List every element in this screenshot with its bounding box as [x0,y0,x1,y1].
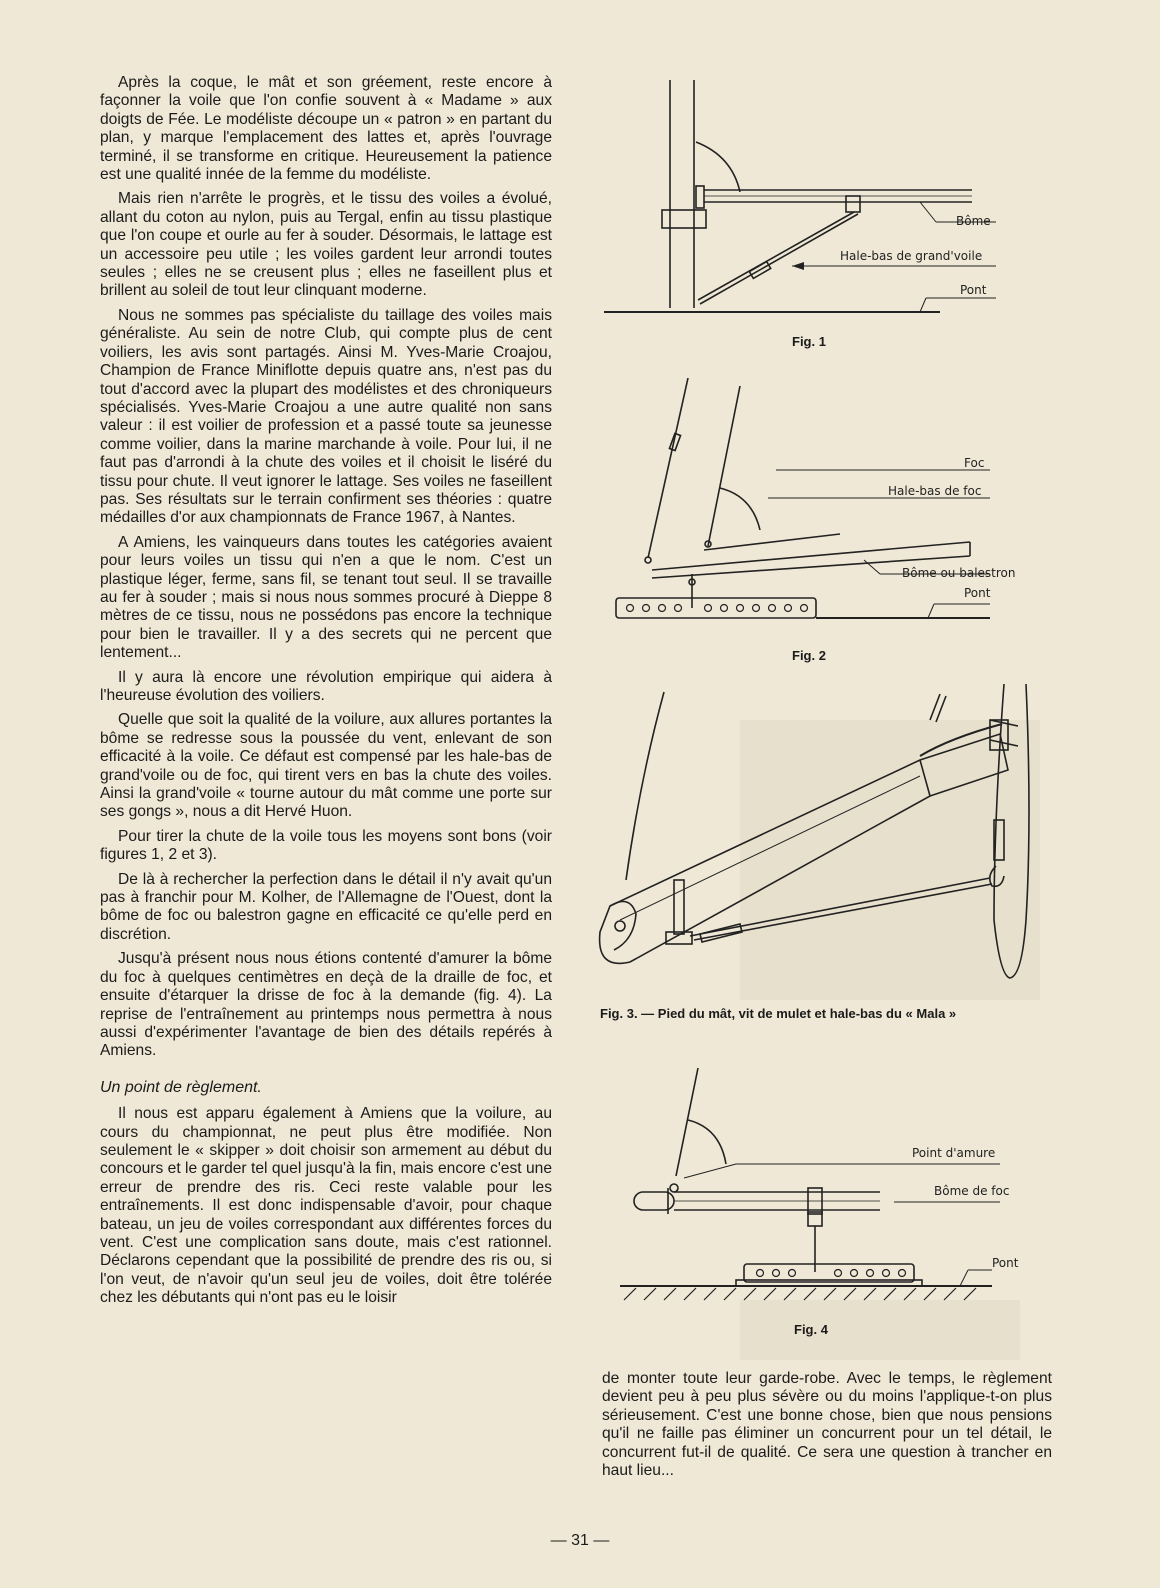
article-paragraph: Quelle que soit la qualité de la voilure, aux allures portantes la bôme se redresse sous la poussée du vent, enlevant de son efficacité à la voile. Ce défaut est compensé par les hale-bas de grand'voile ou de foc, qui tirent vers en bas la chute des voiles. Ainsi la grand'voile « tourne autour du mât comme une porte sur ses gongs », nous a dit Hervé Huon. [100,711,552,821]
figure-4-label: Fig. 4 [794,1322,828,1337]
article-continuation: de monter toute leur garde-robe. Avec le temps, le règlement devient peu à peu plus sévère ou du moins l'applique-t-on plus sérieusement. C'est une bonne chose, bien que nous pensions qu'il ne faille pas éliminer un concurrent pour un tel détail, le concurrent fut-il de qualité. Ce sera une question à trancher en haut lieu... [602,1370,1052,1480]
figure-2-callout-jib: Foc [964,456,985,470]
figure-1-label: Fig. 1 [792,334,826,349]
article-paragraph: A Amiens, les vainqueurs dans toutes les catégories avaient pour leurs voiles un tissu qui n'en a que le nom. C'est un plastique léger, ferme, sans fil, se tenant tout seul. Il se travaille au fer à souder ; mais si nous nous sommes procuré à Dieppe 8 mètres de ce tissu, nous ne possédons pas encore la technique pour bien le travailler. Il y a des secrets qui ne percent que lentement... [100,533,552,662]
figure-2-label: Fig. 2 [792,648,826,663]
article-paragraph: Mais rien n'arrête le progrès, et le tissu des voiles a évolué, allant du coton au nylon, puis au Tergal, enfin au tissu plastique que l'on coupe et ourle au fer à souder. Désormais, le lattage est un accessoire peu utile ; les voiles gardent leur arrondi toutes seules ; elles ne se creusent plus ; elles ne faseillent plus et brillent au soleil de tout leur clinquant moderne. [100,190,552,300]
article-paragraph: Il y aura là encore une révolution empirique qui aidera à l'heureuse évolution des voiliers. [100,668,552,704]
figure-1-callout-deck: Pont [960,283,987,297]
article-right-column [602,1370,1052,1480]
figure-1-callout-vang: Hale-bas de grand'voile [840,249,983,263]
figure-3-drawing [590,680,1050,980]
article-paragraph: De là à rechercher la perfection dans le détail il n'y avait qu'un pas à franchir pour M. Kolher, de l'Allemagne de l'Ouest, dont la bôme de foc ou balestron gagne en efficacité ce qu'elle perd en discrétion. [100,870,552,943]
article-paragraph: Il nous est apparu également à Amiens que la voilure, au cours du championnat, ne peut plus être modifiée. Non seulement le « skipper » doit choisir son armement au début du concours et le garder tel quel jusqu'à la fin, mais encore c'est une erreur de prendre des ris. Ceci reste valable pour les entraînements. Il est donc indispensable d'avoir, pour chaque bateau, un jeu de voiles correspondant aux différentes forces du vent. C'est une complication sans doute, mais c'est rationnel. Déclarons cependant que la possibilité de prendre des ris ou, si l'on veut, de n'avoir qu'un seul jeu de voiles, doit être tolérée chez les débutants qui n'ont pas eu le loisir [100,1105,552,1307]
article-paragraph: Après la coque, le mât et son gréement, reste encore à façonner la voile que l'on confie souvent à « Madame » aux doigts de Fée. Le modéliste découpe un « patron » en partant du plan, y marque l'emplacement des lattes et, après l'ouvrage terminé, il se transforme en critique. Heureusement la patience est une qualité innée de la femme du modéliste. [100,74,552,184]
article-paragraph: Nous ne sommes pas spécialiste du taillage des voiles mais généraliste. Au sein de notre Club, qui compte plus de cent voiliers, les avis sont partagés. Ainsi M. Yves-Marie Croajou, Champion de France Miniflotte depuis quatre ans, n'est pas du tout d'accord avec la plupart des modélistes et des chroniqueurs spécialisés. Yves-Marie Croajou a une autre qualité non sans valeur : il est voilier de profession et a passé toute sa jeunesse comme voilier, dans la marine marchande à voile. Pour lui, il ne faut pas d'arrondi à la chute des voiles et il choisit le liséré du tissu pour chute. Il veut ignorer le lattage. Ses voiles ne faseillent pas. Ses résultats sur le terrain confirment ses théories : quatre médailles d'or aux championnats de France 1967, à Nantes. [100,306,552,527]
figure-1 [600,74,1020,354]
deck-hatching [624,1288,976,1300]
figure-2-drawing [600,374,1020,634]
deck-plate-holes [627,605,808,612]
page-number: — 31 — [550,1532,610,1549]
figure-4-callout-deck: Pont [992,1256,1019,1270]
figure-2-callout-boom: Bôme ou balestron [902,566,1016,580]
figure-4-callout-boom: Bôme de foc [934,1184,1010,1198]
article-paragraph: Pour tirer la chute de la voile tous les moyens sont bons (voir figures 1, 2 et 3). [100,827,552,864]
figure-4-callout-tack: Point d'amure [912,1146,996,1160]
article-paragraph: Jusqu'à présent nous nous étions contenté d'amurer la bôme du foc à quelques centimètres en deçà de la draille de foc, et ensuite d'étarquer la drisse de foc à la demande (fig. 4). La reprise de l'entraînement au printemps nous permettra à nous aussi d'expérimenter l'avantage de bien des détails repérés à Amiens. [100,950,552,1060]
article-subheading: Un point de règlement. [100,1078,262,1096]
figure-2-callout-deck: Pont [964,586,991,600]
figure-1-drawing [600,74,1020,324]
figure-1-callout-boom: Bôme [956,214,991,228]
figure-2-callout-jib-vang: Hale-bas de foc [888,484,982,498]
article-left-column [100,74,552,1314]
deck-plate-holes [757,1270,906,1277]
figure-3 [590,680,1050,1030]
figure-2 [600,374,1020,674]
figure-4 [612,1060,1032,1350]
figure-3-label: Fig. 3. — Pied du mât, vit de mulet et hale-bas du « Mala » [600,1006,957,1021]
